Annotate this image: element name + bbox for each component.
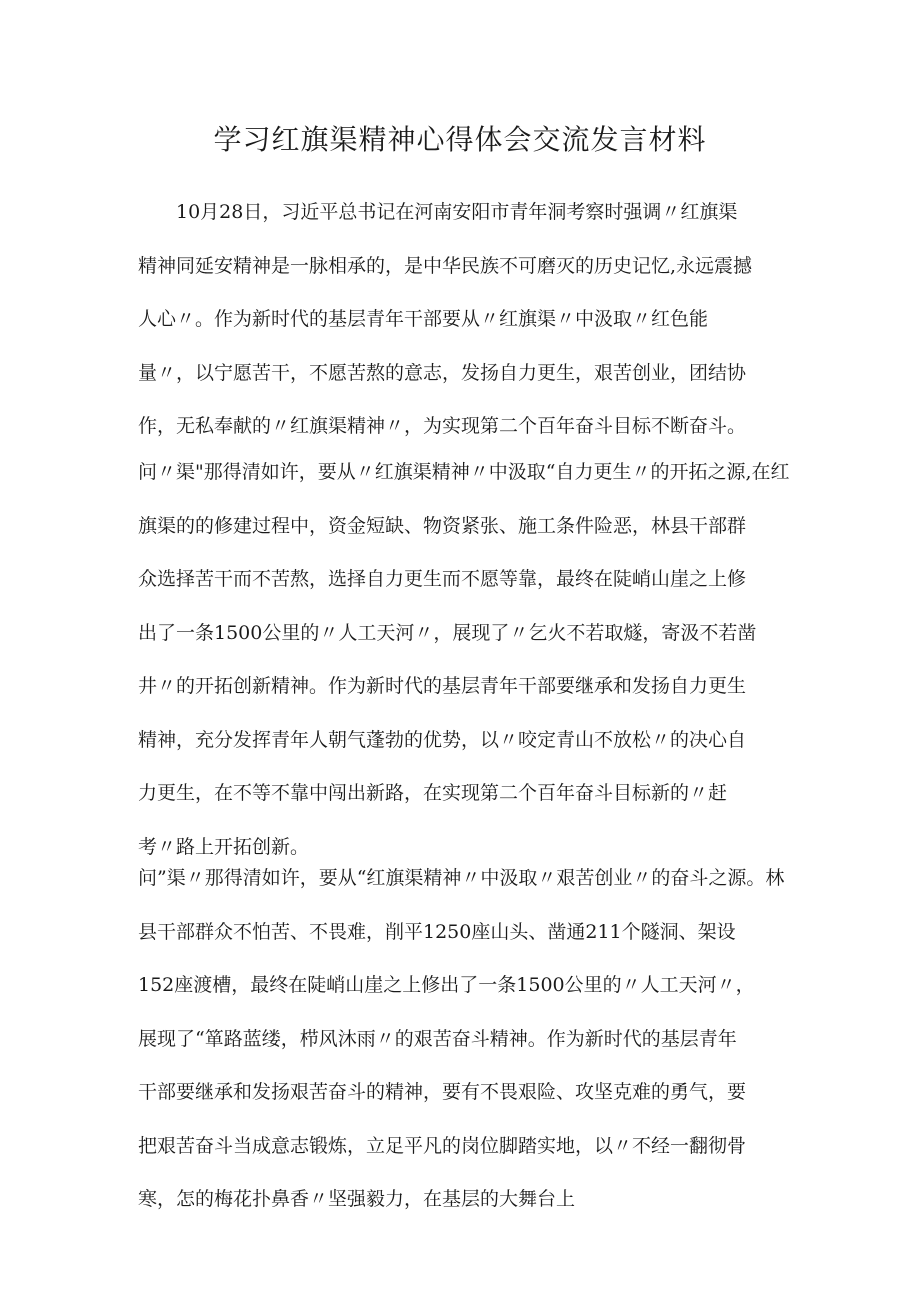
- paragraph-line: 量〃，以宁愿苦干，不愿苦熬的意志，发扬自力更生，艰苦创业，团结协: [138, 361, 747, 384]
- paragraph-line: 10月28日，习近平总书记在河南安阳市青年洞考察时强调〃红旗渠: [176, 201, 738, 223]
- paragraph-line: 问”渠〃那得清如许，要从“红旗渠精神〃中汲取〃艰苦创业〃的奋斗之源。林: [138, 867, 785, 889]
- paragraph-line: 精神，充分发挥青年人朝气蓬勃的优势，以〃咬定青山不放松〃的决心自: [138, 728, 747, 751]
- paragraph-line: 把艰苦奋斗当成意志锻炼，立足平凡的岗位脚踏实地，以〃不经一翻彻骨: [138, 1134, 747, 1157]
- paragraph-line: 寒，怎的梅花扑鼻香〃坚强毅力，在基层的大舞台上: [138, 1188, 576, 1210]
- document-title: 学习红旗渠精神心得体会交流发言材料: [213, 123, 707, 156]
- paragraph-line: 出了一条1500公里的〃人工天河〃，展现了〃乞火不若取燧，寄汲不若凿: [138, 621, 757, 644]
- paragraph-line: 考〃路上开拓创新。: [138, 835, 310, 858]
- paragraph-2: [138, 446, 790, 874]
- paragraph-line: 问〃渠"那得清如许，要从〃红旗渠精神〃中汲取“自力更生〃的开拓之源,在红: [138, 461, 790, 483]
- paragraph-line: 力更生，在不等不靠中闯出新路，在实现第二个百年奋斗目标新的〃赶: [138, 782, 728, 804]
- paragraph-line: 作，无私奉献的〃红旗渠精神〃，为实现第二个百年奋斗目标不断奋斗。: [138, 415, 747, 437]
- paragraph-line: 人心〃。作为新时代的基层青年干部要从〃红旗渠〃中汲取〃红色能: [138, 308, 709, 330]
- paragraph-line: 精神同延安精神是一脉相承的，是中华民族不可磨灭的历史记忆,永远震撼: [138, 254, 753, 277]
- paragraph-line: 展现了“箪路蓝缕，栉风沐雨〃的艰苦奋斗精神。作为新时代的基层青年: [138, 1027, 737, 1050]
- paragraph-line: 众选择苦干而不苦熬，选择自力更生而不愿等靠，最终在陡峭山崖之上修: [138, 568, 747, 590]
- paragraph-3: [138, 852, 790, 1227]
- paragraph-line: 井〃的开拓创新精神。作为新时代的基层青年干部要继承和发扬自力更生: [138, 675, 747, 697]
- paragraph-line: 干部要继承和发扬艰苦奋斗的精神，要有不畏艰险、攻坚克难的勇气，要: [138, 1081, 747, 1103]
- paragraph-line: 旗渠的的修建过程中，资金短缺、物资紧张、施工条件险恶，林县干部群: [138, 514, 747, 537]
- paragraph-line: 县干部群众不怕苦、不畏难，削平1250座山头、凿通211个隧洞、架设: [138, 920, 736, 943]
- paragraph-1: [138, 186, 790, 454]
- paragraph-line: 152座渡槽，最终在陡峭山崖之上修出了一条1500公里的〃人工天河〃，: [138, 974, 755, 996]
